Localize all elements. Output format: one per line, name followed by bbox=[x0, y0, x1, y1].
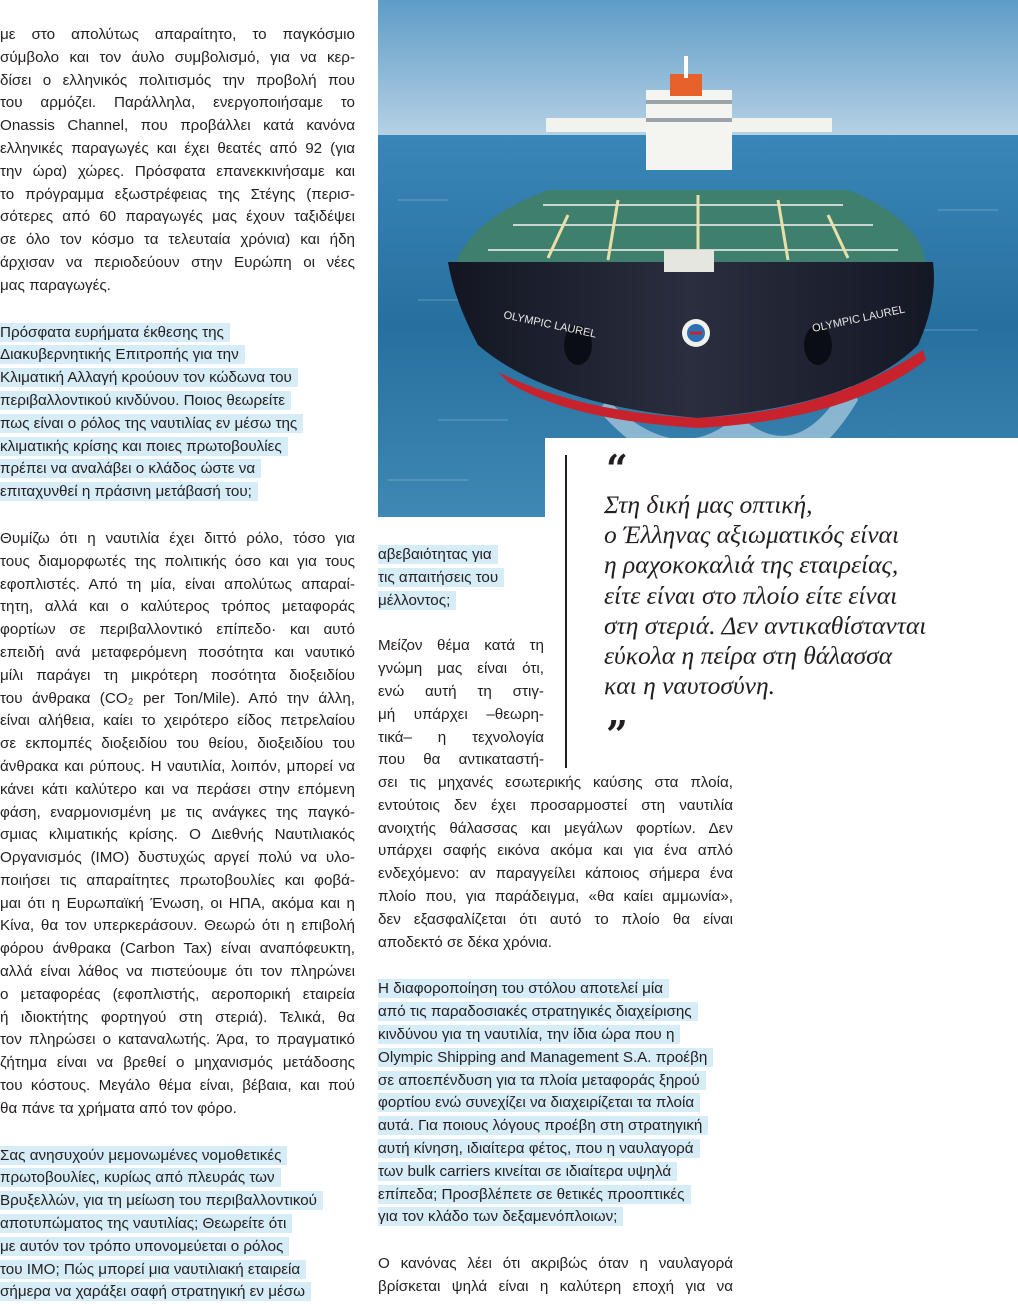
line-text: του IMO; Πώς μπορεί μια ναυτιλιακή εταιρεία bbox=[0, 1260, 306, 1279]
text-line: μίλι παράγει τη μικρότερη ποσότητα διοξειδίου bbox=[0, 666, 355, 684]
line-text: από τις παραδοσιακές στρατηγικές διαχείρισης bbox=[378, 1002, 698, 1021]
text-line: αλλά είναι λάθος να πιστεύουμε ότι τον πληρώνει bbox=[0, 963, 355, 981]
text-line: φόρου άνθρακα (Carbon Tax) είναι αναπόφευκτη, bbox=[0, 940, 355, 958]
pull-quote bbox=[604, 490, 1004, 701]
line-text: κλιματικής κρίσης και ποιες πρωτοβουλίες bbox=[0, 437, 288, 456]
text-line: Ο κανόνας λέει ότι ακριβώς όταν η ναυλαγορά bbox=[378, 1255, 733, 1273]
text-line: Onassis Channel, που προβάλλει κατά κανόνα bbox=[0, 117, 355, 135]
highlighted-line bbox=[0, 367, 355, 390]
text-line: τητη, αλλά και ο καλύτερος τρόπος μεταφοράς bbox=[0, 598, 355, 616]
line-text: τις απαιτήσεις του bbox=[378, 568, 504, 587]
highlighted-line bbox=[0, 413, 355, 436]
quote-line: η ραχοκοκαλιά της εταιρείας, bbox=[604, 550, 899, 580]
line-text: πως είναι ο ρόλος της ναυτιλίας εν μέσω της bbox=[0, 414, 303, 433]
text-line: ελληνικές παραγωγές και έχει θεατές από 92 (για bbox=[0, 139, 355, 157]
line-text: των bulk carriers κινείται σε ιδιαίτερα υψηλά bbox=[378, 1162, 677, 1181]
text-line: σει τις μηχανές εσωτερικής καύσης στα πλοία, bbox=[378, 774, 733, 791]
line-text: επιταχυνθεί η πράσινη μετάβασή του; bbox=[0, 482, 258, 501]
text-line: μαι ότι η Ευρωπαϊκή Ένωση, οι ΗΠΑ, ακόμα και η bbox=[0, 894, 355, 912]
text-line: σύμβολο και τον άυλο συμβολισμό, για να κερ- bbox=[0, 48, 355, 66]
line-text: κινδύνου για τη ναυτιλία, την ίδια ώρα που η bbox=[378, 1025, 680, 1044]
text-line: Θυμίζω ότι η ναυτιλία έχει διττό ρόλο, τόσο για bbox=[0, 529, 355, 547]
answer-2-wide bbox=[378, 772, 733, 954]
quote-rule bbox=[565, 455, 567, 768]
highlighted-line bbox=[378, 567, 544, 590]
text-line: ζήτημα είναι να βρεθεί ο μηχανισμός μετάδοσης bbox=[0, 1054, 355, 1072]
line-text: περιβαλλοντικού κινδύνου. Ποιος θεωρείτε bbox=[0, 391, 291, 410]
text-line: άνθρακα και ρύπους. Η ναυτιλία, λοιπόν, μπορεί να bbox=[0, 757, 355, 775]
highlighted-line bbox=[0, 436, 355, 459]
text-line: ή ιδιοκτήτης φορτηγού στη στεριά). Τελικά, θα bbox=[0, 1008, 355, 1026]
text-line: θα πάνε τα χρήματα από τον φόρο. bbox=[0, 1099, 237, 1117]
highlighted-line bbox=[378, 1001, 733, 1024]
highlighted-line bbox=[0, 390, 355, 413]
highlighted-line bbox=[378, 1070, 733, 1093]
text-line: δεν εξασφαλίζεται ότι αυτό το πλοίο θα είναι bbox=[378, 910, 733, 928]
highlighted-line bbox=[378, 1161, 733, 1184]
text-line: εντούτοις δεν έχει προσαρμοστεί στη ναυτιλία bbox=[378, 796, 733, 814]
line-text: Βρυξελλών, για τη μείωση του περιβαλλοντικού bbox=[0, 1191, 323, 1210]
line-text: Η διαφοροποίηση του στόλου αποτελεί μία bbox=[378, 979, 669, 998]
text-line: γνώμη μας είναι ότι, bbox=[378, 660, 544, 678]
highlighted-line bbox=[0, 322, 355, 345]
text-line: ανοιχτής θάλασσας και μεγάλων φορτίων. Δεν bbox=[378, 819, 733, 837]
line-text: αυτή κίνηση, ιδιαίτερα φέτος, που η ναυλαγορά bbox=[378, 1139, 700, 1158]
hull-name-right: OLYMPIC LAUREL bbox=[811, 303, 907, 335]
text-line: ενώ αυτή τη στιγ- bbox=[378, 682, 544, 700]
text-line: Οργανισμός (IMO) δυστυχώς αργεί πολύ να υλο- bbox=[0, 849, 355, 867]
highlighted-line bbox=[378, 978, 733, 1001]
line-text: μέλλοντος; bbox=[378, 591, 456, 610]
text-line: δίσει ο ελληνικός πολιτισμός την προβολή που bbox=[0, 71, 355, 89]
quote-line: ο Έλληνας αξιωματικός είναι bbox=[604, 520, 900, 550]
text-line: τικά– η τεχνολογία bbox=[378, 728, 544, 746]
quote-line: και η ναυτοσύνη. bbox=[604, 671, 776, 701]
text-line: του κόστους. Μεγάλο θέμα είναι, βέβαια, και πού bbox=[0, 1077, 355, 1095]
text-line: τους διαμορφωτές της πολιτικής όσο και για τους bbox=[0, 552, 355, 570]
text-line: πλοίο που, για παράδειγμα, «θα καίει αμμωνία», bbox=[378, 887, 733, 905]
highlighted-line bbox=[378, 544, 544, 567]
text-line: ποιήσει τις απαραίτητες πρωτοβουλίες και φοβά- bbox=[0, 871, 355, 889]
quote-open-mark: “ bbox=[606, 446, 628, 491]
highlighted-line bbox=[0, 344, 355, 367]
text-line: το πρόγραμμα εξωστρέφειας της Στέγης (περισ- bbox=[0, 185, 355, 203]
text-line: σε εκπομπές διοξειδίου του θείου, διοξειδίου του bbox=[0, 735, 355, 753]
text-line: του άνθρακα (CO₂ per Ton/Mile). Από την άλλη, bbox=[0, 689, 355, 707]
highlighted-line bbox=[0, 1190, 355, 1213]
quote-line: Στη δική μας οπτική, bbox=[604, 490, 813, 519]
answer-1 bbox=[0, 528, 355, 1121]
text-line: τον πληρώσει ο καταναλωτής. Άρα, το πραγματικό bbox=[0, 1031, 355, 1049]
highlighted-line bbox=[378, 1184, 733, 1207]
text-line: είναι αλήθεια, καίει το χειρότερο είδος πετρελαίου bbox=[0, 712, 355, 730]
line-text: αποτυπώματος της ναυτιλίας; Θεωρείτε ότι bbox=[0, 1214, 292, 1233]
line-text: Κλιματική Αλλαγή κρούουν τον κώδωνα του bbox=[0, 368, 298, 387]
line-text: αβεβαιότητας για bbox=[378, 545, 498, 564]
highlighted-line bbox=[0, 1236, 355, 1259]
right-column bbox=[378, 772, 733, 1299]
intro-paragraph bbox=[0, 24, 355, 298]
text-line: Μείζον θέμα κατά τη bbox=[378, 637, 544, 655]
line-text: σε αποεπένδυση για τα πλοία μεταφοράς ξηρού bbox=[378, 1071, 706, 1090]
line-text: σήμερα να χαράξει σαφή στρατηγική εν μέσω bbox=[0, 1282, 311, 1301]
text-line: βρίσκεται ψηλά είναι η καλύτερη εποχή για να bbox=[378, 1277, 733, 1295]
text-line: του αρμόζει. Παράλληλα, ενεργοποιήσαμε το bbox=[0, 94, 355, 112]
line-text: αυτά. Για ποιους λόγους προέβη στη στρατηγική bbox=[378, 1116, 708, 1135]
forecastle bbox=[664, 250, 714, 272]
line-text: Olympic Shipping and Management S.A. προέβη bbox=[378, 1048, 713, 1067]
highlighted-line bbox=[378, 1092, 733, 1115]
line-text: πρέπει να αναλάβει ο κλάδος ώστε να bbox=[0, 459, 261, 478]
quote-close-mark: ” bbox=[606, 712, 628, 757]
highlighted-line bbox=[378, 1024, 733, 1047]
line-text: με αυτόν τον τρόπο υπονομεύεται ο ρόλος bbox=[0, 1237, 289, 1256]
answer-3 bbox=[378, 1253, 733, 1299]
line-text: Πρόσφατα ευρήματα έκθεσης της bbox=[0, 323, 230, 342]
line-text: Διακυβερνητικής Επιτροπής για την bbox=[0, 345, 245, 364]
question-1 bbox=[0, 322, 355, 504]
line-text: για τον κλάδο των δεξαμενόπλοιων; bbox=[378, 1207, 623, 1226]
text-line: με στο απολύτως απαραίτητο, το παγκόσμιο bbox=[0, 26, 355, 43]
question-2-continued bbox=[378, 544, 544, 612]
text-line: μας παραγωγές. bbox=[0, 276, 111, 294]
text-line: σότερες από 60 παραγωγές μας έχουν ταξιδέψει bbox=[0, 208, 355, 226]
text-line: που θα αντικαταστή- bbox=[378, 751, 544, 769]
question-3 bbox=[378, 978, 733, 1229]
line-text: φορτίου ενώ συνεχίζει να διαχειρίζεται τα πλοία bbox=[378, 1093, 700, 1112]
highlighted-line bbox=[0, 1145, 355, 1168]
text-line: κάνει κάτι καλύτερο και να περάσει στην επόμενη bbox=[0, 780, 355, 798]
quote-line: στη στεριά. Δεν αντικαθίστανται bbox=[604, 610, 927, 640]
text-line: επειδή ανά μεταφερόμενη ποσότητα και ναυτικό bbox=[0, 643, 355, 661]
line-text: πρωτοβουλίες, κυρίως από πλευράς των bbox=[0, 1168, 281, 1187]
text-line: σε όλο τον κόσμο τα τελευταία χρόνια) και ήδη bbox=[0, 231, 355, 249]
text-line: αποδεκτό σε δέκα χρόνια. bbox=[378, 933, 552, 951]
line-text: Σας ανησυχούν μεμονωμένες νομοθετικές bbox=[0, 1146, 287, 1165]
text-line: φάση, εναρμονισμένη με τις ανάγκες της παγκό- bbox=[0, 803, 355, 821]
highlighted-line bbox=[0, 481, 355, 504]
left-column bbox=[0, 24, 355, 1304]
highlighted-line bbox=[378, 590, 544, 613]
highlighted-line bbox=[0, 1281, 355, 1304]
highlighted-line bbox=[378, 1206, 733, 1229]
quote-line: είτε είναι στο πλοίο είτε είναι bbox=[604, 580, 898, 610]
text-line: άρχισαν να περιοδεύουν στην Ευρώπη οι νέες bbox=[0, 253, 355, 271]
text-line: εφοπλιστές. Από τη μία, είναι απολύτως απαραί- bbox=[0, 575, 355, 593]
highlighted-line bbox=[0, 1259, 355, 1282]
text-line: Κίνα, θα τον υπερκεράσουν. Θεωρώ ότι η επιβολή bbox=[0, 917, 355, 935]
quote-line: εύκολα η πείρα στη θάλασσα bbox=[604, 641, 893, 671]
text-line: φορτίων σε περιβαλλοντικό επίπεδο· και αυτό bbox=[0, 621, 355, 639]
text-line: την ώρα) χώρες. Πρόσφατα επανεκκινήσαμε και bbox=[0, 162, 355, 180]
text-line: υπάρχει σαφής εικόνα ακόμα και για ένα απλό bbox=[378, 842, 733, 860]
right-column-narrow bbox=[378, 544, 544, 772]
line-text: επίπεδα; Προσβλέπετε σε θετικές προοπτικές bbox=[378, 1185, 691, 1204]
answer-2-narrow bbox=[378, 635, 544, 772]
text-line: μή υπάρχει –θεωρη- bbox=[378, 705, 544, 723]
highlighted-line bbox=[378, 1115, 733, 1138]
highlighted-line bbox=[378, 1047, 733, 1070]
text-line: ο μεταφορέας (εφοπλιστής, αεροπορική εταιρεία bbox=[0, 985, 355, 1003]
question-2 bbox=[0, 1145, 355, 1304]
highlighted-line bbox=[378, 1138, 733, 1161]
text-line: σμιας κλιματικής κρίσης. Ο Διεθνής Ναυτιλιακός bbox=[0, 826, 355, 844]
highlighted-line bbox=[0, 458, 355, 481]
highlighted-line bbox=[0, 1167, 355, 1190]
hull-name-left: OLYMPIC LAUREL bbox=[502, 309, 598, 341]
highlighted-line bbox=[0, 1213, 355, 1236]
text-line: ενδεχόμενο: αν παραγγείλει κάποιος σήμερα ένα bbox=[378, 865, 733, 883]
